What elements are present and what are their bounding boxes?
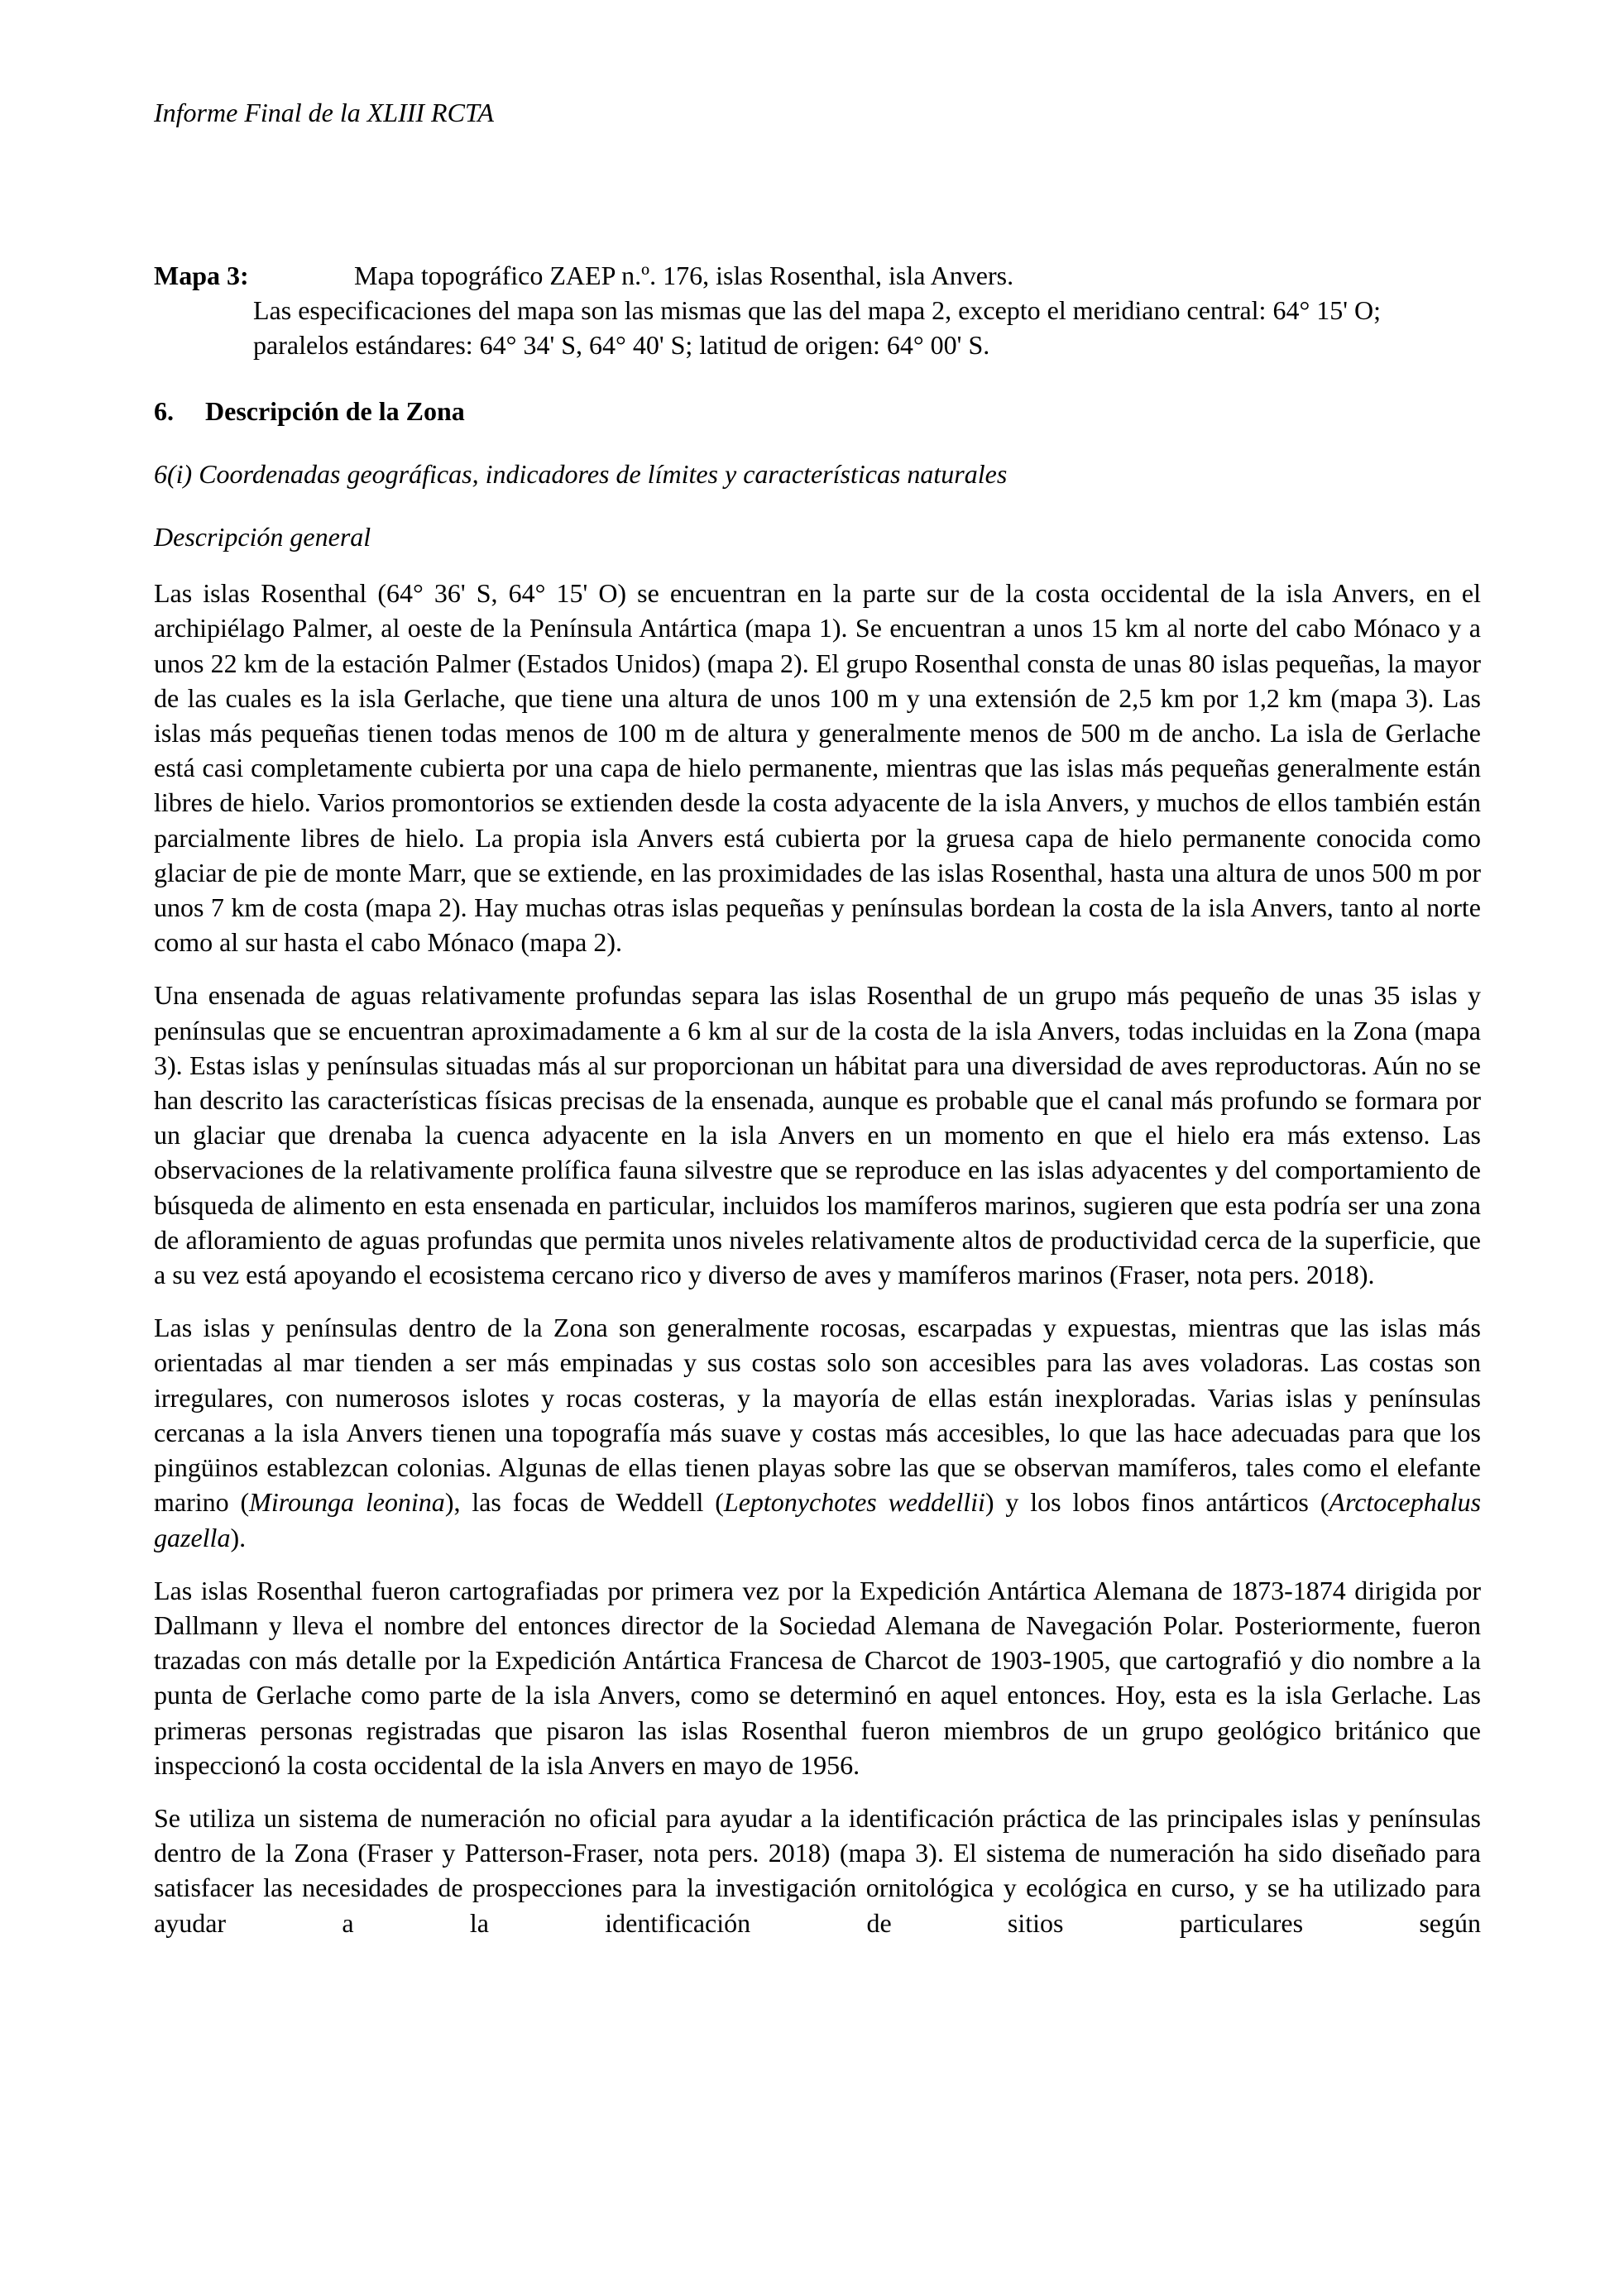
species-name: Arctocephalus gazella bbox=[154, 1487, 1482, 1552]
subsection-heading: 6(i) Coordenadas geográficas, indicadores de límites y características naturales bbox=[154, 458, 1008, 489]
paragraph-text: Las islas y penínsulas dentro de la Zona son generalmente rocosas, escarpadas y expuestas, mientras que las islas más orientadas al mar tienden a ser más empinadas y sus costas solo son accesibles para las aves voladoras. Las costas son irregulares, con numerosos islotes y rocas costeras, y la mayoría de ellas están inexploradas. Varias islas y penínsulas cercanas a la isla Anvers tienen una topografía más suave y costas más accesibles, lo que las hace adecuadas para que los pingüinos establezcan colonias. Algunas de ellas tienen playas sobre las que se observan mamíferos, tales como el elefante marino ( bbox=[154, 1313, 1481, 1518]
map-caption-title: Mapa topográfico ZAEP n.º. 176, islas Rosenthal, isla Anvers. bbox=[354, 261, 1014, 290]
map-caption-label: Mapa 3: bbox=[154, 261, 249, 290]
paragraph-numbering-system: Se utiliza un sistema de numeración no oficial para ayudar a la identificación práctica de las principales islas y penínsulas dentro de la Zona (Fraser y Patterson-Fraser, nota pers. 2018) (mapa 3). El sistema de numeración ha sido diseñado para satisfacer las necesidades de prospecciones para la investigación ornitológica y ecológica en curso, y se ha utilizado para ayudar a la identificación de sitios particulares según bbox=[154, 1802, 1481, 1938]
paragraph-text: ) y los lobos finos antárticos ( bbox=[984, 1487, 1329, 1518]
paragraph-coastline-description bbox=[154, 1310, 1481, 1554]
map-caption bbox=[154, 258, 1481, 363]
paragraph-general-description: Las islas Rosenthal (64° 36' S, 64° 15' O) se encuentran en la parte sur de la costa occidental de la isla Anvers, en el archipiélago Palmer, al oeste de la Península Antártica (mapa 1). Se encuentran a unos 15 km al norte del cabo Mónaco y a unos 22 km de la estación Palmer (Estados Unidos) (mapa 2). El grupo Rosenthal consta de unas 80 islas pequeñas, la mayor de las cuales es la isla Gerlache, que tiene una altura de unos 100 m y una extensión de 2,5 km por 1,2 km (mapa 3). Las islas más pequeñas tienen todas menos de 100 m de altura y generalmente menos de 500 m de ancho. La isla de Gerlache está casi completamente cubierta por una capa de hielo permanente, mientras que las islas más pequeñas generalmente están libres de hielo. Varios promontorios se extienden desde la costa adyacente de la isla Anvers, y muchos de ellos también están parcialmente libres de hielo. La propia isla Anvers está cubierta por la gruesa capa de hielo permanente conocida como glaciar de pie de monte Marr, que se extiende, en las proximidades de las islas Rosenthal, hasta una altura de unos 500 m por unos 7 km de costa (mapa 2). Hay muchas otras islas pequeñas y penínsulas bordean la costa de la isla Anvers, tanto al norte como al sur hasta el cabo Mónaco (mapa 2). bbox=[154, 578, 1481, 958]
section-heading bbox=[154, 394, 1481, 428]
subsubsection-heading: Descripción general bbox=[154, 522, 371, 552]
paragraph-text: ), las focas de Weddell ( bbox=[444, 1487, 724, 1518]
section-number: 6. bbox=[154, 395, 174, 426]
running-header: Informe Final de la XLIII RCTA bbox=[154, 98, 494, 127]
paragraph-text: ). bbox=[230, 1522, 247, 1552]
species-name: Leptonychotes weddellii bbox=[723, 1487, 985, 1518]
species-name: Mirounga leonina bbox=[249, 1487, 445, 1518]
section-title: Descripción de la Zona bbox=[205, 395, 465, 426]
paragraph-history: Las islas Rosenthal fueron cartografiadas por primera vez por la Expedición Antártica Alemana de 1873-1874 dirigida por Dallmann y lleva el nombre del entonces director de la Sociedad Alemana de Navegación Polar. Posteriormente, fueron trazadas con más detalle por la Expedición Antártica Francesa de Charcot de 1903-1905, que cartografió y dio nombre a la punta de Gerlache como parte de la isla Anvers, como se determinó en aquel entonces. Hoy, esta es la isla Gerlache. Las primeras personas registradas que pisaron las islas Rosenthal fueron miembros de un grupo geológico británico que inspeccionó la costa occidental de la isla Anvers en mayo de 1956. bbox=[154, 1575, 1481, 1780]
map-caption-description: Las especificaciones del mapa son las mismas que las del mapa 2, excepto el meridiano central: 64° 15' O; paralelos estándares: 64° 34' S, 64° 40' S; latitud de origen: 64° 00' S. bbox=[253, 295, 1381, 361]
page-body bbox=[154, 258, 1481, 1940]
paragraph-inlet-description: Una ensenada de aguas relativamente profundas separa las islas Rosenthal de un grupo más pequeño de unas 35 islas y penínsulas que se encuentran aproximadamente a 6 km al sur de la costa de la isla Anvers, todas incluidas en la Zona (mapa 3). Estas islas y penínsulas situadas más al sur proporcionan un hábitat para una diversidad de aves reproductoras. Aún no se han descrito las características físicas precisas de la ensenada, aunque es probable que el canal más profundo se formara por un glaciar que drenaba la cuenca adyacente en la isla Anvers en un momento en que el hielo era más extenso. Las observaciones de la relativamente prolífica fauna silvestre que se reproduce en las islas adyacentes y del comportamiento de búsqueda de alimento en esta ensenada en particular, incluidos los mamíferos marinos, sugieren que esta podría ser una zona de afloramiento de aguas profundas que permita unos niveles relativamente altos de productividad cerca de la superficie, que a su vez está apoyando el ecosistema cercano rico y diverso de aves y mamíferos marinos (Fraser, nota pers. 2018). bbox=[154, 980, 1481, 1290]
